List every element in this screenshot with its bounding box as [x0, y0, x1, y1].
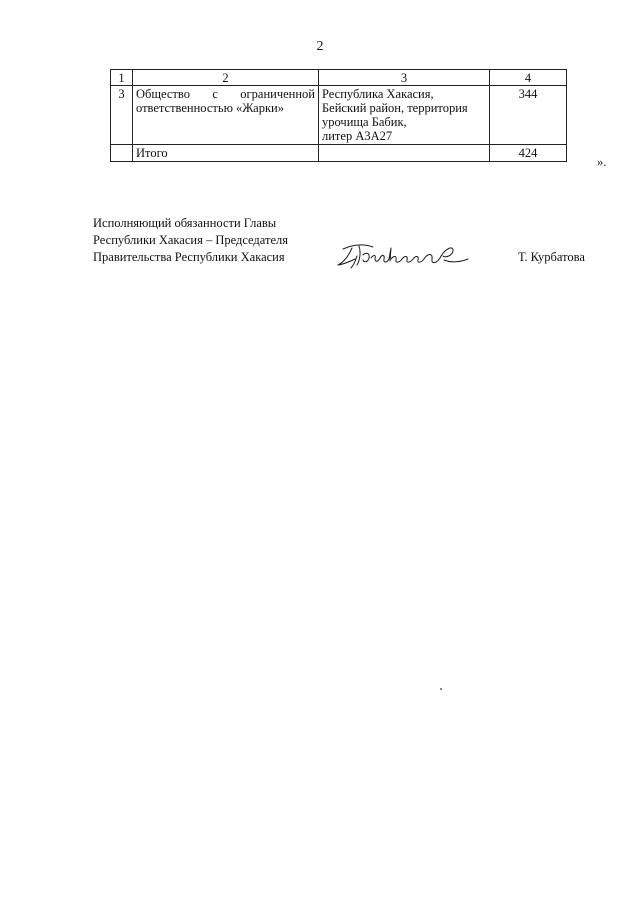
value-cell: 344 — [490, 86, 567, 145]
table-header-row — [111, 70, 567, 86]
address-cell — [319, 86, 490, 145]
header-cell-2: 2 — [133, 70, 319, 86]
signatory-title — [93, 215, 288, 266]
organization-line: Общество с ограниченной — [136, 87, 315, 101]
total-empty-cell — [319, 145, 490, 162]
total-row — [111, 145, 567, 162]
row-number-cell: 3 — [111, 86, 133, 145]
address-line: урочища Бабик, — [322, 115, 407, 129]
organization-line: ответственностью «Жарки» — [136, 101, 284, 115]
header-cell-4: 4 — [490, 70, 567, 86]
page-number: 2 — [316, 39, 324, 54]
total-label-cell: Итого — [133, 145, 319, 162]
signatory-title-line: Исполняющий обязанности Главы — [93, 216, 277, 230]
data-table — [110, 69, 567, 162]
signer-name: Т. Курбатова — [518, 250, 585, 264]
header-cell-3: 3 — [319, 70, 490, 86]
scan-artifact — [440, 688, 442, 690]
total-value-cell: 424 — [490, 145, 567, 162]
address-line: Бейский район, территория — [322, 101, 468, 115]
total-empty-cell — [111, 145, 133, 162]
table-row — [111, 86, 567, 145]
handwritten-signature — [333, 238, 473, 272]
signatory-title-line: Республики Хакасия – Председателя — [93, 233, 289, 247]
address-line: Республика Хакасия, — [322, 87, 434, 101]
organization-cell — [133, 86, 319, 145]
closing-quote: ». — [597, 155, 607, 169]
signatory-title-line: Правительства Республики Хакасия — [93, 250, 285, 264]
header-cell-1: 1 — [111, 70, 133, 86]
address-line: литер А3А27 — [322, 129, 393, 143]
